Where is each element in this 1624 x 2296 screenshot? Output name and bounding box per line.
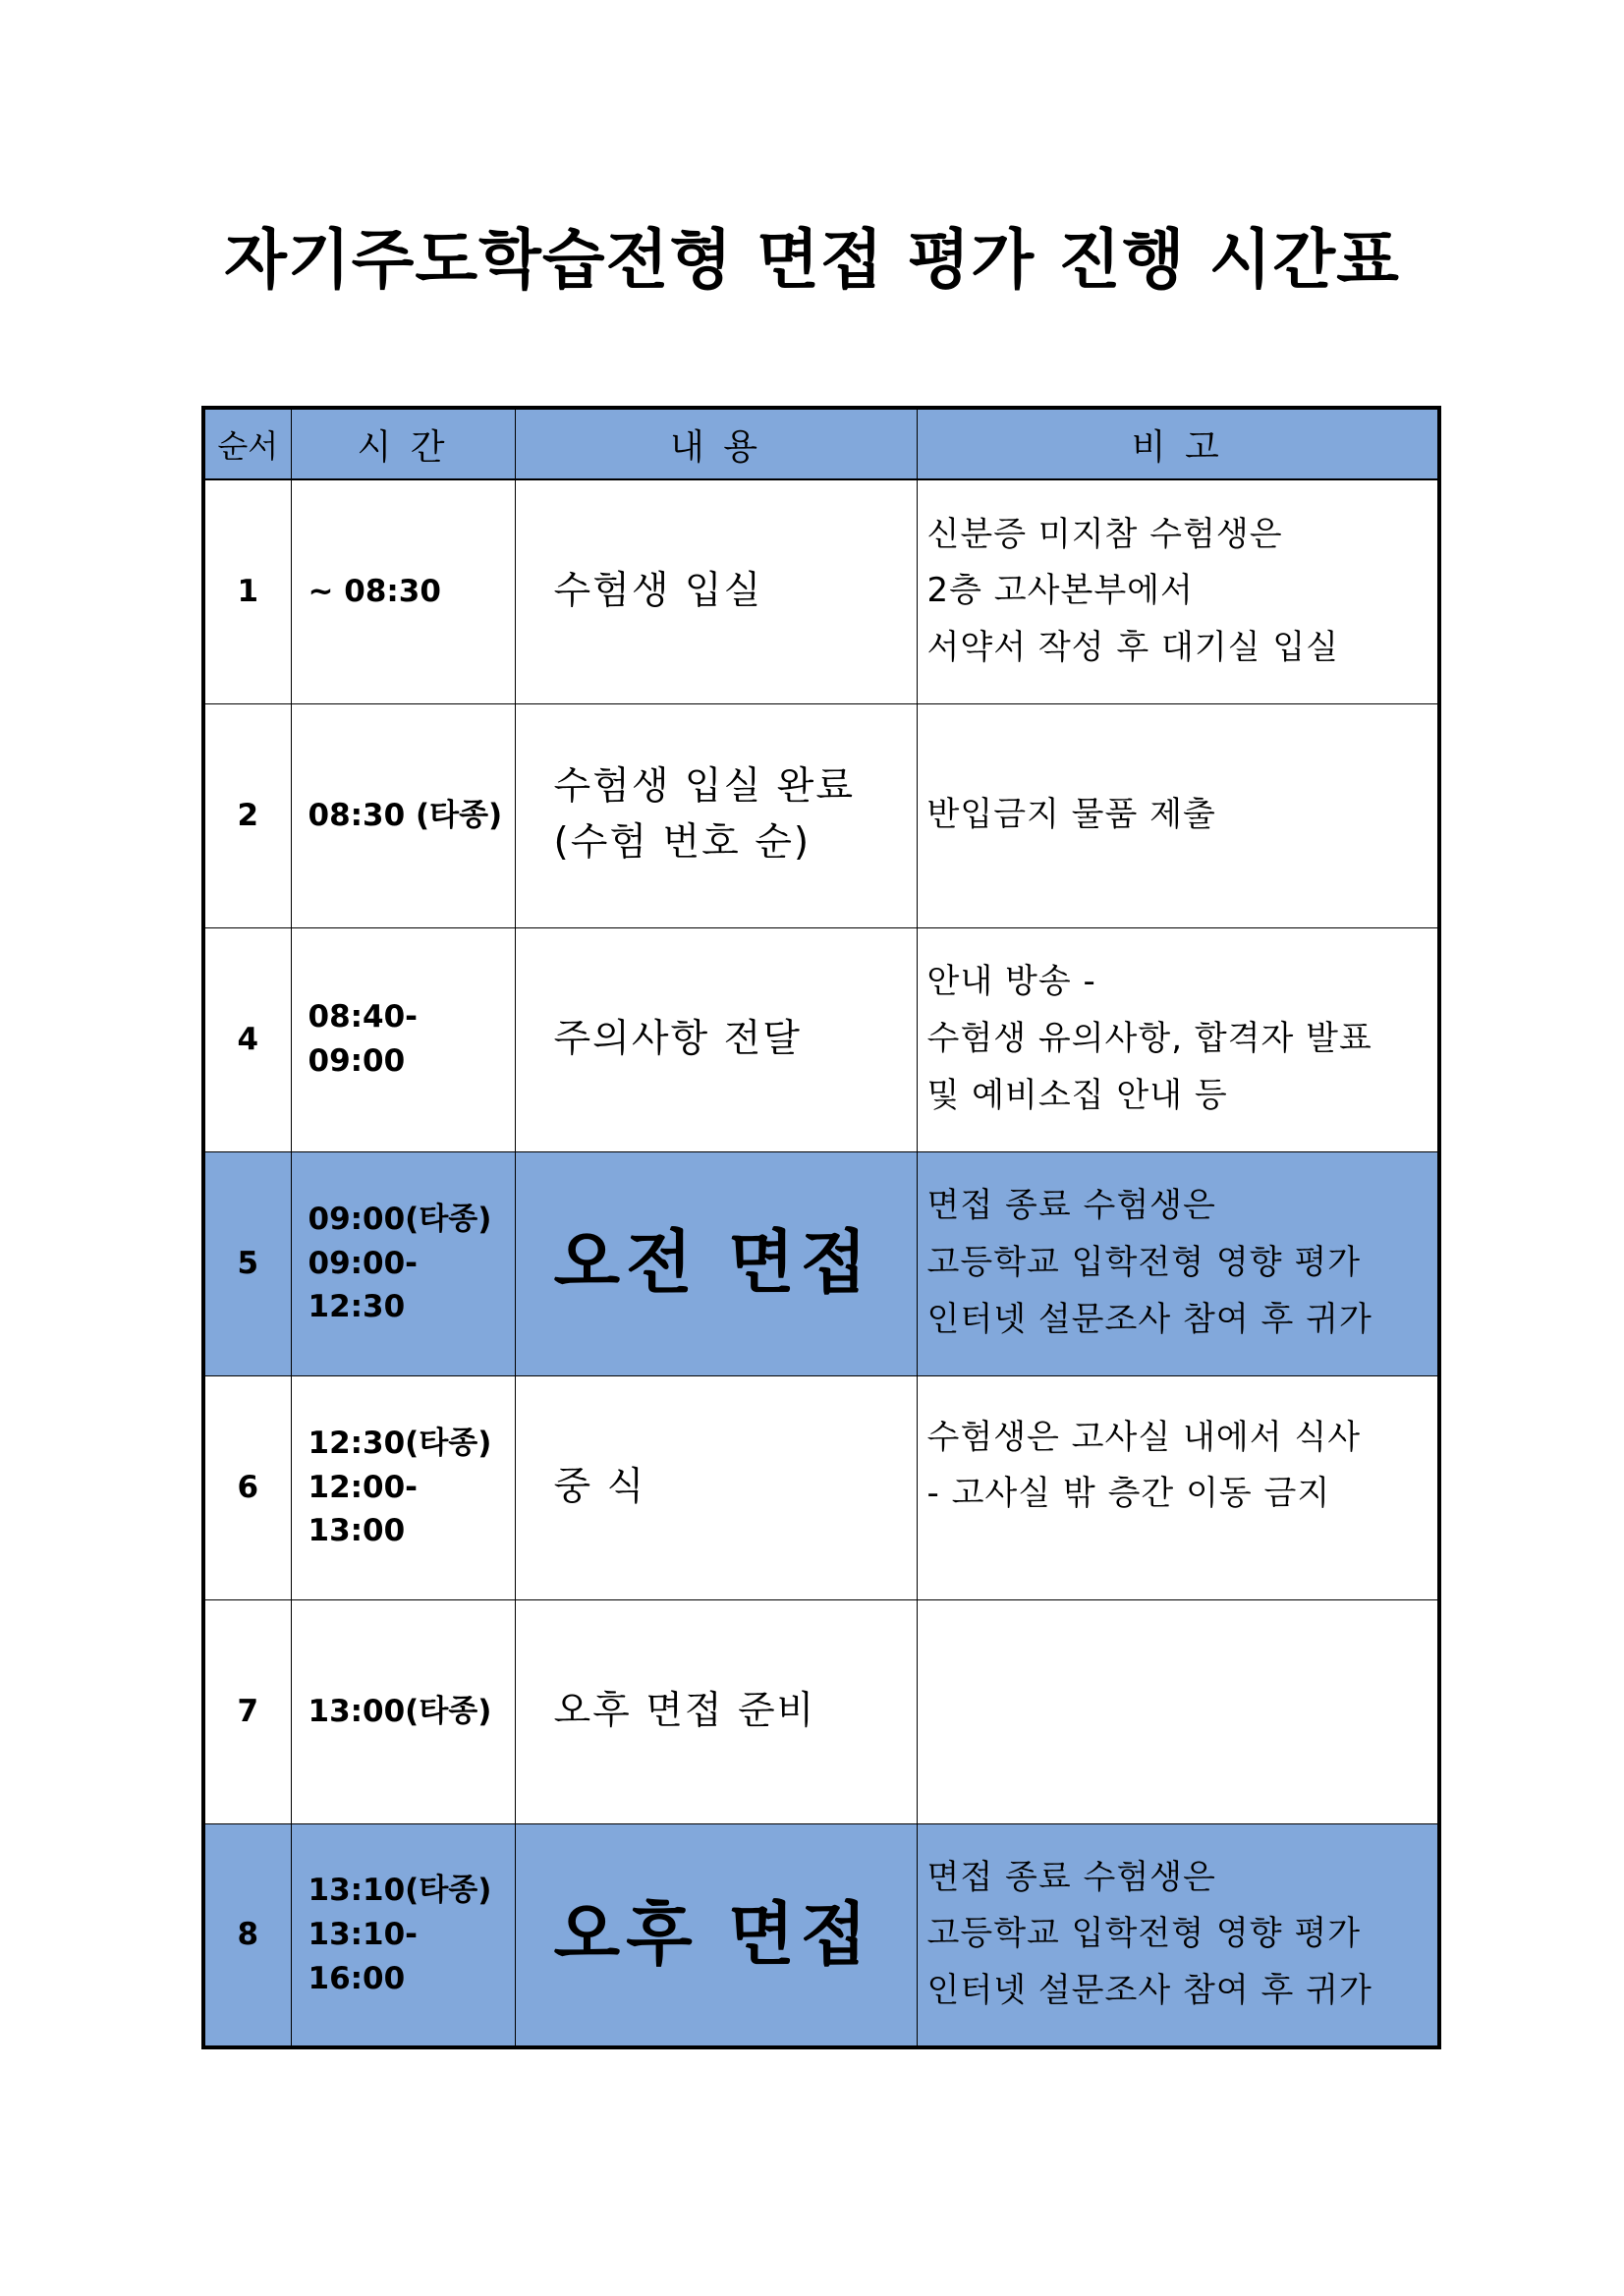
table-row — [203, 1375, 1439, 1599]
time-cell — [291, 1823, 515, 2047]
note-cell — [917, 1599, 1439, 1823]
note-line: 안내 방송 - — [926, 962, 1096, 1002]
time-text: 08:40-09:00 — [308, 999, 419, 1079]
header-order: 순서 — [203, 408, 291, 479]
table-row — [203, 479, 1439, 703]
time-cell — [291, 927, 515, 1151]
header-note: 비 고 — [917, 408, 1439, 479]
note-line: 반입금지 물품 제출 — [926, 795, 1216, 835]
note-line: 고등학교 입학전형 영향 평가 — [926, 1243, 1362, 1283]
content-text: 오전 면접 — [553, 1222, 873, 1304]
content-text: 주의사항 전달 — [553, 1016, 802, 1061]
table-row — [203, 703, 1439, 927]
content-text: 수험생 입실 — [553, 568, 763, 613]
note-line: 고등학교 입학전형 영향 평가 — [926, 1914, 1362, 1954]
content-cell — [515, 1823, 917, 2047]
note-cell — [917, 703, 1439, 927]
note-cell — [917, 1823, 1439, 2047]
order-cell: 5 — [203, 1151, 291, 1375]
time-text: 09:00(타종) — [308, 1201, 492, 1237]
content-text: 오후 면접 — [553, 1893, 873, 1975]
table-row — [203, 927, 1439, 1151]
note-line: 수험생 유의사항, 합격자 발표 — [926, 1019, 1372, 1059]
note-line: - 고사실 밖 층간 이동 금지 — [926, 1474, 1331, 1514]
content-text: 오후 면접 준비 — [553, 1688, 816, 1733]
order-cell: 4 — [203, 927, 291, 1151]
time-cell — [291, 479, 515, 703]
content-cell — [515, 1151, 917, 1375]
note-cell — [917, 1151, 1439, 1375]
table-row-highlighted — [203, 1823, 1439, 2047]
header-content: 내 용 — [515, 408, 917, 479]
time-cell — [291, 1599, 515, 1823]
note-cell — [917, 1375, 1439, 1599]
time-text: 12:00-13:00 — [308, 1469, 419, 1549]
content-cell — [515, 1375, 917, 1599]
page-title: 자기주도학습전형 면접 평가 진행 시간표 — [224, 222, 1400, 298]
note-line: 인터넷 설문조사 참여 후 귀가 — [926, 1971, 1372, 2011]
time-text: 09:00-12:30 — [308, 1245, 419, 1325]
time-cell — [291, 1151, 515, 1375]
table-row-highlighted — [203, 1151, 1439, 1375]
note-line: 수험생은 고사실 내에서 식사 — [926, 1417, 1362, 1457]
note-line: 신분증 미지참 수험생은 — [926, 514, 1283, 554]
table-row — [203, 1599, 1439, 1823]
time-text: 13:10(타종) — [308, 1872, 492, 1908]
time-text: 13:10-16:00 — [308, 1916, 419, 1996]
order-cell: 6 — [203, 1375, 291, 1599]
note-cell — [917, 927, 1439, 1151]
note-line: 서약서 작성 후 대기실 입실 — [926, 628, 1340, 668]
content-cell — [515, 927, 917, 1151]
header-time: 시 간 — [291, 408, 515, 479]
note-cell — [917, 479, 1439, 703]
order-cell: 2 — [203, 703, 291, 927]
order-cell: 8 — [203, 1823, 291, 2047]
content-text: 수험생 입실 완료 — [553, 764, 856, 810]
note-line: 면접 종료 수험생은 — [926, 1857, 1216, 1897]
note-line: 2층 고사본부에서 — [926, 571, 1194, 611]
table-header-row — [203, 408, 1439, 479]
time-text: 12:30(타종) — [308, 1425, 492, 1461]
schedule-table — [201, 406, 1441, 2049]
content-text: 중 식 — [553, 1464, 646, 1509]
order-cell: 7 — [203, 1599, 291, 1823]
time-text: 08:30 (타종) — [308, 797, 503, 833]
time-text: ~ 08:30 — [308, 573, 441, 609]
content-cell — [515, 1599, 917, 1823]
note-line: 인터넷 설문조사 참여 후 귀가 — [926, 1299, 1372, 1339]
note-line: 면접 종료 수험생은 — [926, 1186, 1216, 1226]
content-text: (수험 번호 순) — [553, 820, 812, 865]
content-cell — [515, 703, 917, 927]
content-cell — [515, 479, 917, 703]
time-cell — [291, 703, 515, 927]
time-text: 13:00(타종) — [308, 1693, 492, 1729]
note-line: 및 예비소집 안내 등 — [926, 1075, 1228, 1115]
order-cell: 1 — [203, 479, 291, 703]
time-cell — [291, 1375, 515, 1599]
